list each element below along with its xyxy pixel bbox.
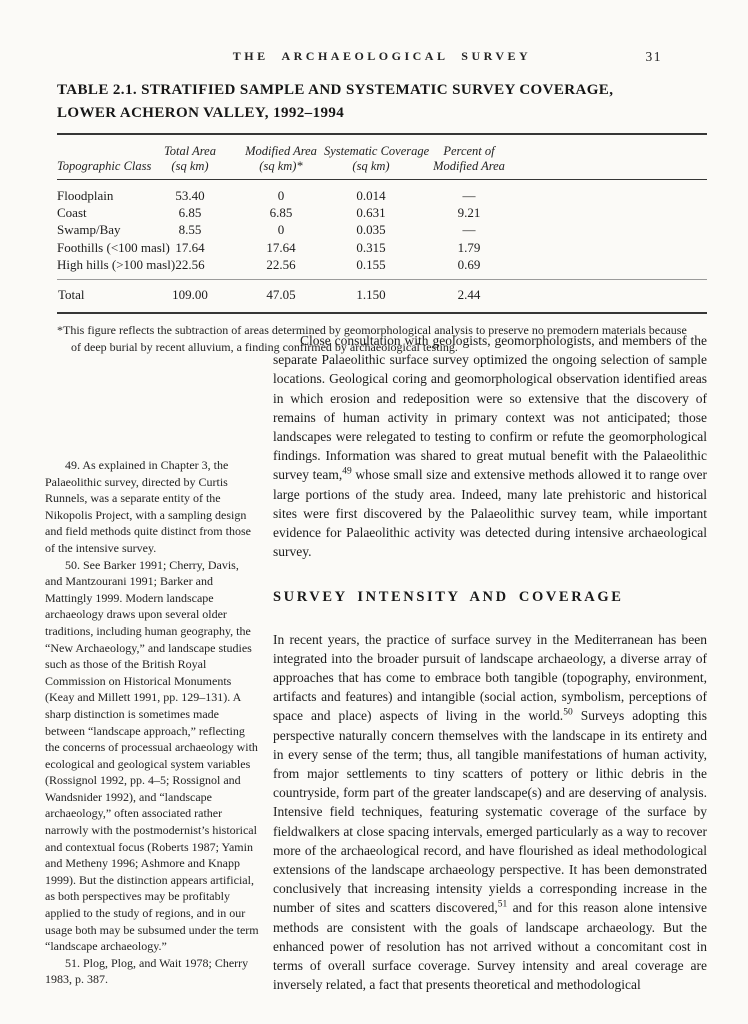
footnote-50: 50. See Barker 1991; Cherry, Davis, and Mantzourani 1991; Barker and Mattingly 1999. Modern landscape archaeology draws upon several older traditions, including human geography, the “New Archaeology,” and landscape studies such as those of the British Royal Commission on Historical Monuments (Keay and Millett 1991, pp. 129–131). A sharp distinction is sometimes made between “landscape approach,” reflecting the concerns of processual archaeology with ecological and geological system variables (Rossignol 1992, pp. 4–5; Rossignol and Wandsnider 1992), and “landscape archaeology,” often associated rather narrowly with the postmodernist’s historical and contextual focus (Roberts 1987; Yamin and Metheny 1996; Ashmore and Knapp 1999). But the distinction appears artificial, as both perspectives may be profitably applied to the study of regions, and in our usage both may be subsumed under the term “landscape archaeology.”: [45, 557, 259, 954]
cell-percent-modified: 9.21: [457, 205, 481, 221]
cell-percent-modified: —: [462, 188, 476, 203]
footnote-ref-49: 49: [342, 466, 352, 477]
table-title: [57, 79, 707, 125]
filler-cell: [520, 221, 707, 238]
running-head: [57, 49, 707, 67]
table-title-line-1: TABLE 2.1. STRATIFIED SAMPLE AND SYSTEMATIC SURVEY COVERAGE,: [57, 82, 614, 98]
col-head-modified-area: Modified Area (sq km)*: [238, 134, 324, 180]
table-row: [57, 239, 707, 256]
filler-cell: [520, 256, 707, 280]
filler-cell: [520, 134, 707, 180]
footnote-49: 49. As explained in Chapter 3, the Palaeolithic survey, directed by Curtis Runnels, was a separate entity of the Nikopolis Project, with a sampling design and field methods quite distinct from those of the intensive survey.: [45, 458, 251, 555]
cell-systematic-coverage: 1.150: [324, 280, 418, 314]
cell-modified-area: 17.64: [266, 239, 296, 255]
filler-cell: [520, 180, 707, 205]
section-heading: SURVEY INTENSITY AND COVERAGE: [273, 589, 624, 606]
cell-modified-area: 0: [277, 222, 285, 238]
footnote-ref-51: 51: [497, 899, 508, 910]
paragraph-2-text: Surveys adopting this perspective naturally concern themselves with the landscape in its entirety and in every sense of the term; thus, all tangible manifestations of human activity, from major settlements to tiny scatters of pottery or lithic debris in the countryside, form part of the greater landscape(s) and are deserving of analysis. Intensive field techniques, featuring systematic coverage of the surface by fieldwalkers at close spacing intervals, emerged particularly as a way to recover more of the archaeological record, and have flourished as ideal methodological extensions of the landscape archaeology perspective. It has been demonstrated conclusively that increasing intensity yields a corresponding increase in the number of sites and scatters discovered,: [273, 708, 707, 916]
running-head-title: THE ARCHAEOLOGICAL SURVEY: [232, 49, 532, 63]
table-title-line-2: LOWER ACHERON VALLEY, 1992–1994: [57, 105, 345, 121]
cell-total-area: 17.64: [175, 239, 205, 255]
cell-percent-modified: 1.79: [457, 239, 481, 255]
table-total-row: [57, 280, 707, 314]
paragraph-2-text: and for this reason alone intensive methods are consistent with the goals of landscape archaeology. But the enhanced power of resolution has not arrived without a concomitant cost in terms of overall surface coverage. Survey intensity and areal coverage are inversely related, a fact that presents theoretical and methodological: [273, 900, 707, 993]
survey-coverage-table: [57, 133, 707, 314]
cell-topographic-class: High hills (>100 masl): [57, 256, 176, 272]
cell-topographic-class: Foothills (<100 masl): [57, 239, 170, 255]
cell-systematic-coverage: 0.631: [356, 205, 386, 221]
cell-modified-area: 47.05: [238, 280, 324, 314]
cell-total-area: 53.40: [175, 188, 205, 203]
cell-topographic-class: Coast: [57, 205, 87, 221]
col-head-percent-modified: Percent of Modified Area: [418, 134, 520, 180]
table-row: [57, 204, 707, 221]
cell-systematic-coverage: 0.035: [356, 222, 386, 238]
col-head-systematic-coverage: Systematic Coverage (sq km): [324, 134, 418, 180]
cell-total-area: 109.00: [142, 280, 238, 314]
cell-percent-modified: 0.69: [457, 256, 481, 272]
paragraph-1-text: whose small size and extensive methods allowed it to range over large portions of the study area. Indeed, many late prehistoric and historical sites were first discovered by the Palaeolithic survey team, while important evidence for Palaeolithic activity was detected during intensive archaeological survey.: [273, 467, 708, 560]
cell-systematic-coverage: 0.315: [356, 239, 386, 255]
filler-cell: [520, 280, 707, 314]
cell-modified-area: 0: [277, 188, 285, 203]
cell-modified-area: 6.85: [269, 205, 293, 221]
cell-systematic-coverage: 0.155: [356, 256, 386, 272]
cell-total-area: 8.55: [178, 222, 202, 238]
cell-systematic-coverage: 0.014: [356, 188, 386, 203]
margin-notes: [45, 457, 259, 988]
col-head-total-area: Total Area (sq km): [142, 134, 238, 180]
cell-percent-modified: 2.44: [418, 280, 520, 314]
col-head-topographic-class: Topographic Class: [57, 134, 142, 180]
cell-modified-area: 22.56: [266, 256, 296, 272]
paragraph-1-text: Close consultation with geologists, geomorphologists, and members of the separate Palaeolithic surface survey optimized the ongoing selection of sample locations. Geological coring and geomorphological observation identified areas in which erosion and redeposition were so extensive that the discovery of remains of human activity in primary context was not anticipated; those landscapes were relegated to testing to confirm or refute the geomorphological findings. Information was shared to great mutual benefit with the Palaeolithic survey team,: [273, 333, 707, 483]
cell-percent-modified: —: [462, 222, 476, 238]
filler-cell: [520, 204, 707, 221]
page-number: 31: [645, 49, 662, 64]
footnote-51: 51. Plog, Plog, and Wait 1978; Cherry 1983, p. 387.: [45, 955, 249, 987]
footnote-ref-50: 50: [563, 707, 573, 718]
paragraph-1: [273, 331, 707, 561]
cell-topographic-class: Total: [57, 280, 142, 314]
table-row: [57, 180, 707, 205]
filler-cell: [520, 239, 707, 256]
table-header-row: [57, 134, 707, 180]
table-2-1-block: [57, 79, 707, 356]
table-footnote: *This figure reflects the subtraction of areas determined by geomorphological analysis to preserve no premodern materials because of deep burial by recent alluvium, a finding confirmed by archaeological testing.: [57, 323, 687, 355]
paragraph-2-text: In recent years, the practice of surface survey in the Mediterranean has been integrated into the broader pursuit of landscape archaeology, a diverse array of approaches that has come to embrace both tangible (topography, environment, artifacts and features) and intangible (social action, symbolism, perceptions of space and place) aspects of living in the world.: [273, 631, 707, 724]
cell-topographic-class: Swamp/Bay: [57, 222, 121, 238]
paragraph-2: [273, 630, 707, 995]
cell-topographic-class: Floodplain: [57, 188, 114, 203]
table-row: [57, 256, 707, 280]
cell-total-area: 22.56: [175, 256, 205, 272]
main-text-column: [273, 331, 707, 995]
table-row: [57, 221, 707, 238]
cell-total-area: 6.85: [178, 205, 202, 221]
